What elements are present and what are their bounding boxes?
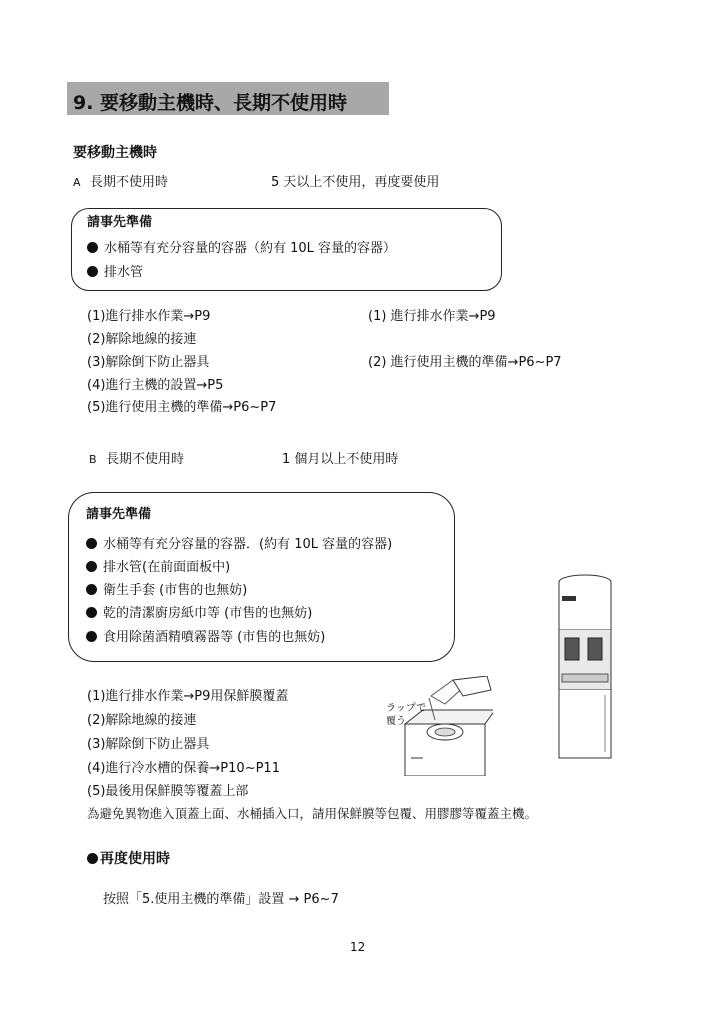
case-b-condition: 1 個月以上不使用時: [282, 452, 399, 467]
bullet-icon: [87, 266, 98, 277]
bullet-icon: [87, 853, 98, 864]
case-a-prep-title: 請事先準備: [87, 215, 153, 230]
case-a-step-left: (4)進行主機的設置→P5: [87, 378, 224, 393]
case-a-prep-item: 排水管: [87, 266, 143, 279]
case-b-step: (1)進行排水作業→P9用保鮮膜覆蓋: [87, 689, 289, 704]
case-b-prep-item: 衛生手套 (市售的也無妨): [86, 584, 247, 597]
case-a-letter: A: [73, 176, 81, 189]
case-a-step-right: (1) 進行排水作業→P9: [368, 309, 496, 324]
case-b-prep-item: 排水管(在前面面板中): [86, 561, 230, 574]
case-a-label: 長期不使用時: [90, 175, 169, 190]
case-b-prep-item: 食用除菌酒精噴霧器等 (市售的也無妨): [86, 631, 325, 644]
case-b-prep-item: 乾的清潔廚房紙巾等 (市售的也無妨): [86, 607, 312, 620]
page-number: 12: [350, 940, 366, 954]
bullet-icon: [86, 561, 97, 572]
section-title-bar: [67, 82, 389, 115]
bullet-icon: [87, 242, 98, 253]
illustration-caption: 覆う: [386, 716, 406, 727]
move-heading: 要移動主機時: [73, 145, 157, 161]
case-a-step-left: (2)解除地線的接連: [87, 332, 197, 347]
section-title: 9. 要移動主機時、長期不使用時: [73, 92, 348, 114]
case-a-step-left: (1)進行排水作業→P9: [87, 309, 211, 324]
case-b-label: 長期不使用時: [106, 452, 185, 467]
case-a-step-right: (2) 進行使用主機的準備→P6~P7: [368, 355, 562, 370]
case-b-step: (2)解除地線的接連: [87, 713, 197, 728]
reuse-text: 按照「5.使用主機的準備」設置 → P6~7: [103, 892, 339, 907]
case-a-prep-item: 水桶等有充分容量的容器（約有 10L 容量的容器）: [87, 242, 396, 255]
case-a-step-left: (3)解除倒下防止器具: [87, 355, 210, 370]
case-b-note: 為避免異物進入頂蓋上面、水桶插入口，請用保鮮膜等包覆、用膠膠等覆蓋主機。: [87, 806, 538, 821]
bullet-icon: [86, 631, 97, 642]
bullet-icon: [86, 607, 97, 618]
case-b-step: (3)解除倒下防止器具: [87, 737, 210, 752]
case-b-step: (5)最後用保鮮膜等覆蓋上部: [87, 784, 249, 799]
illustration-caption: ラップで: [386, 703, 427, 714]
case-b-prep-title: 請事先準備: [86, 507, 152, 522]
water-dispenser-illustration: [550, 570, 620, 765]
case-a-condition: 5 天以上不使用，再度要使用: [271, 175, 440, 190]
case-b-prep-item: 水桶等有充分容量的容器．(約有 10L 容量的容器): [86, 538, 392, 551]
bullet-icon: [86, 584, 97, 595]
bullet-icon: [86, 538, 97, 549]
case-a-step-left: (5)進行使用主機的準備→P6~P7: [87, 400, 277, 415]
case-b-step: (4)進行冷水槽的保養→P10~P11: [87, 761, 280, 776]
reuse-heading: 再度使用時: [87, 852, 170, 866]
case-b-letter: B: [89, 453, 97, 466]
